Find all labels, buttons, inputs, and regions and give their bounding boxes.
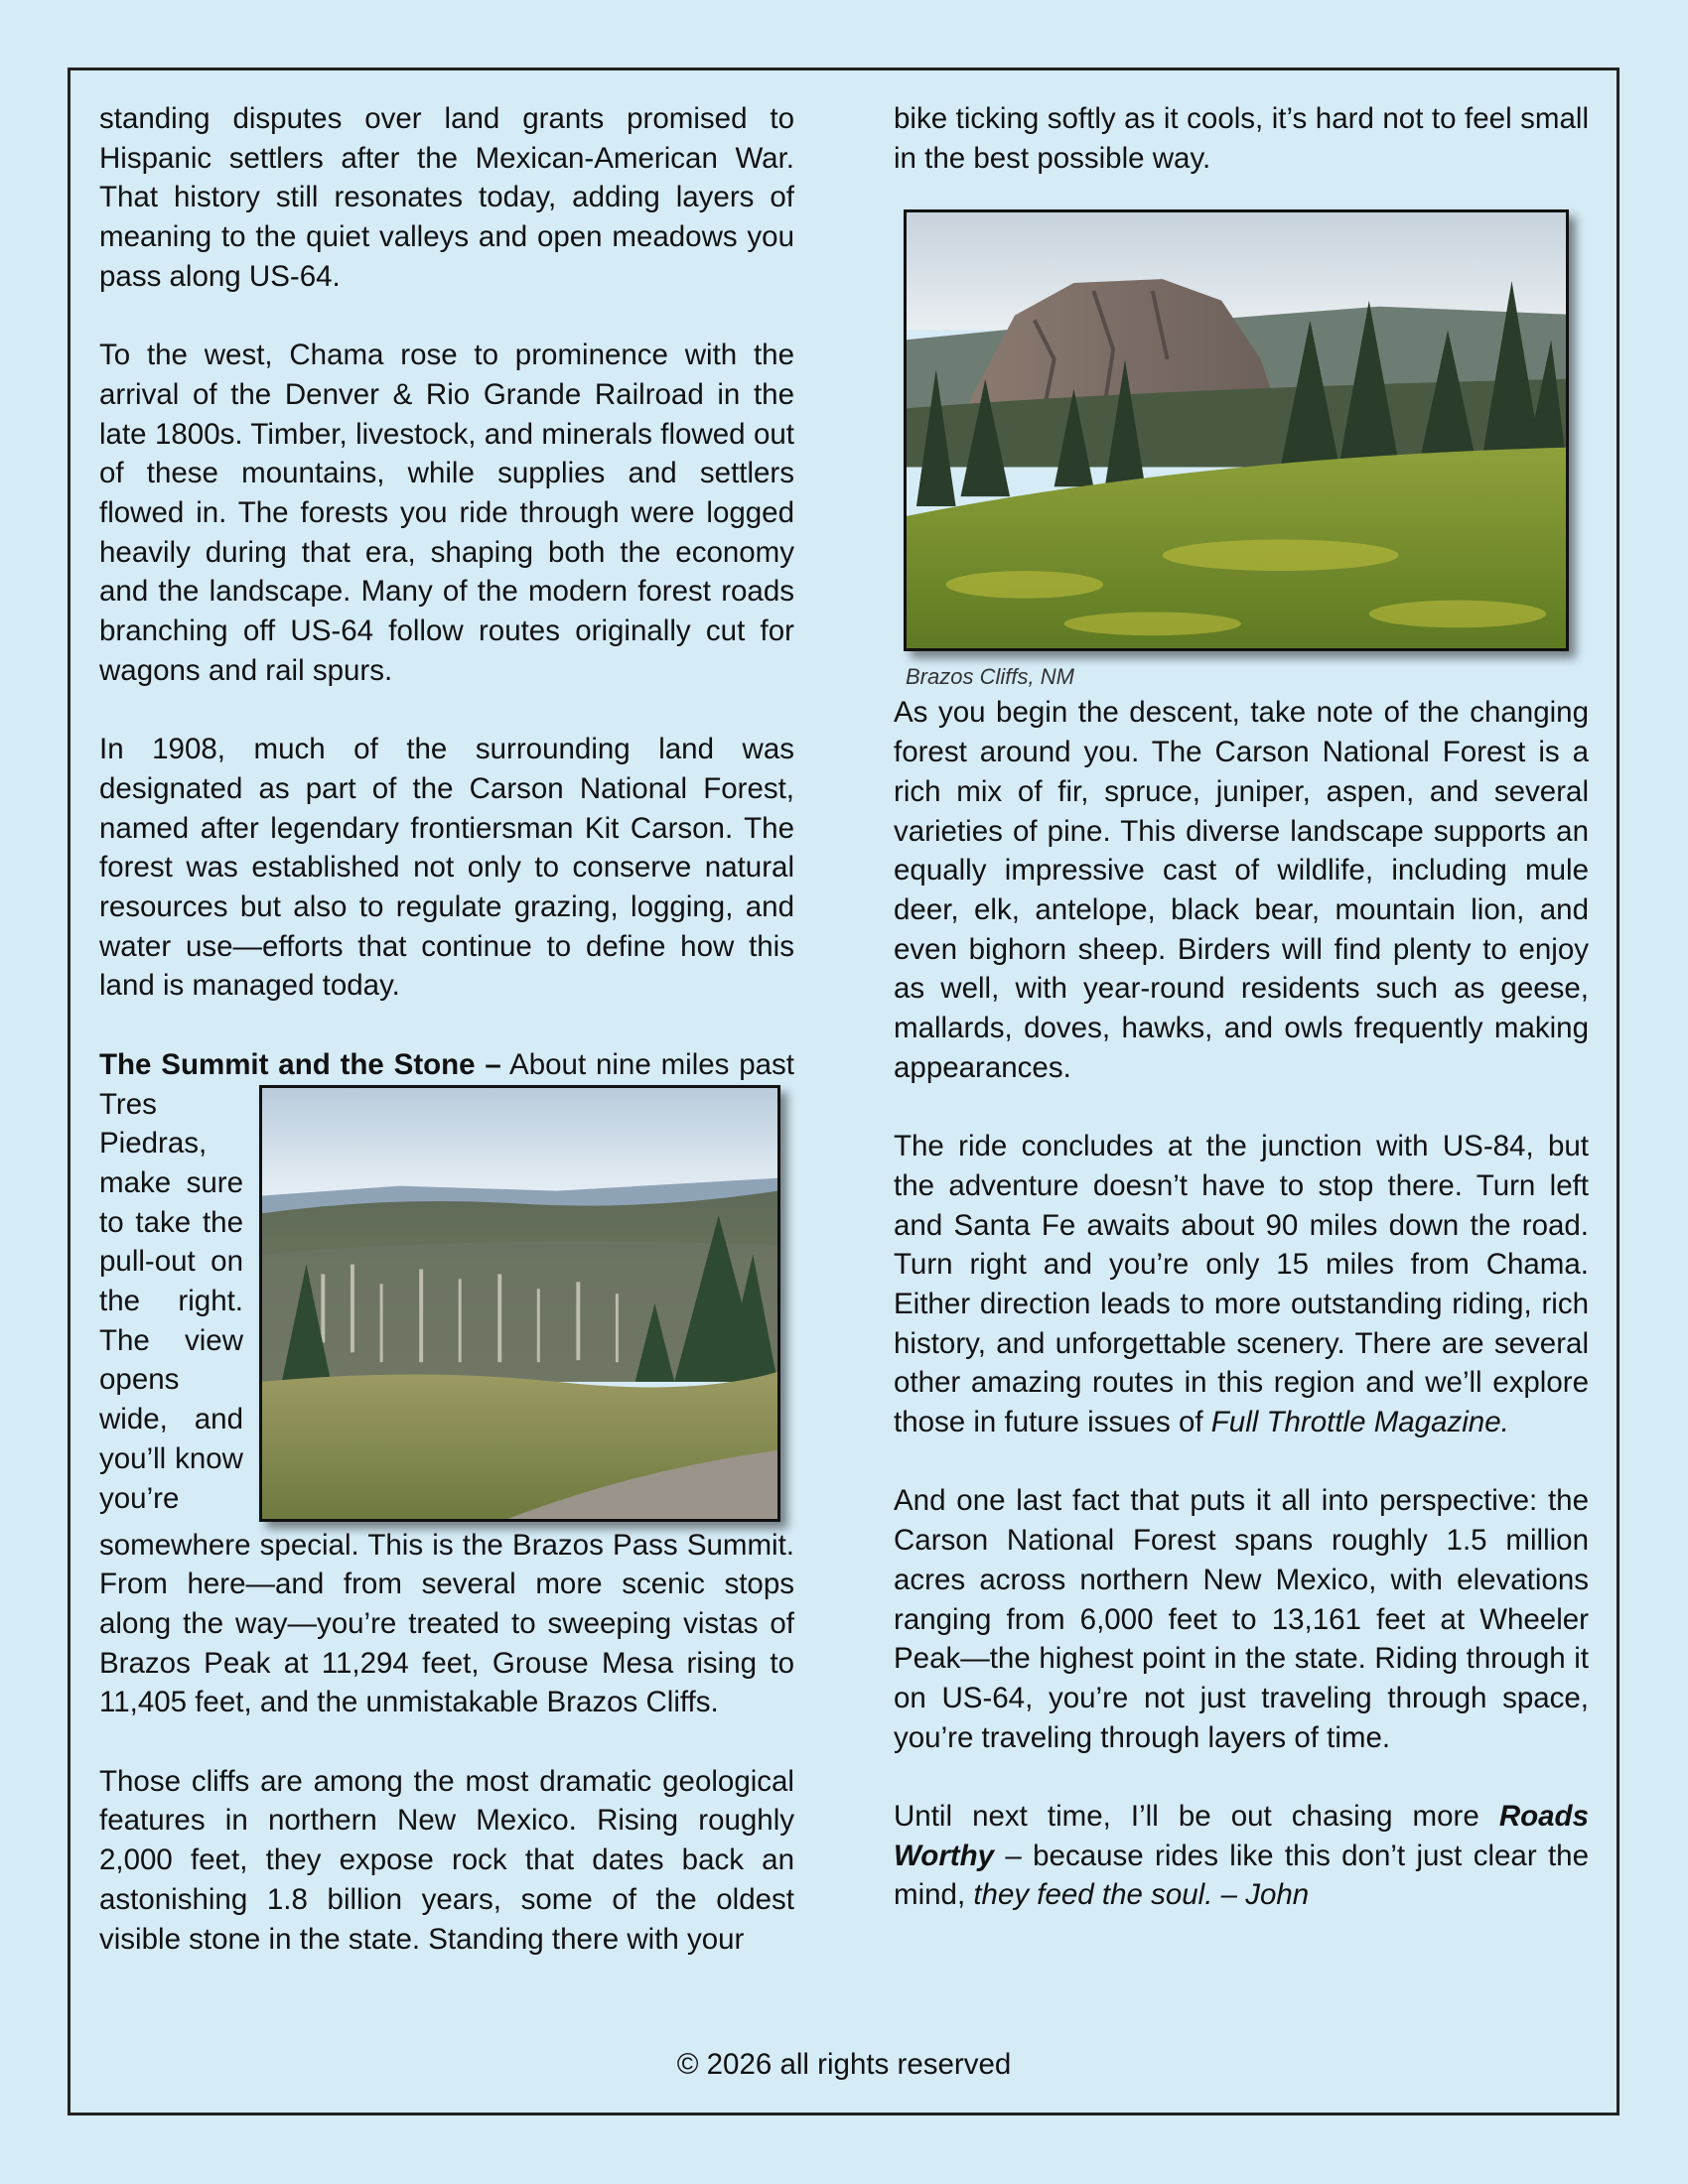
left-column	[99, 99, 794, 1959]
sign-off-closing: they feed the soul. – John	[973, 1878, 1310, 1912]
paragraph-bike-cools: bike ticking softly as it cools, it’s hard not to feel small in the best possible way.	[894, 102, 1589, 175]
right-column	[894, 99, 1589, 1915]
paragraph-chama-railroad: To the west, Chama rose to prominence with the arrival of the Denver & Rio Grande Railroad in the late 1800s. Timber, livestock, and minerals flowed out of these mountains, while supplies and settlers flowed in. The forests you ride through were logged heavily during that era, shaping both the economy and the landscape. Many of the modern forest roads branching off US-64 follow routes originally cut for wagons and rail spurs.	[99, 339, 794, 687]
paragraph-brazos-cliffs-geology: Those cliffs are among the most dramatic geological features in northern New Mexico. Rising roughly 2,000 feet, they expose rock that dates back an astonishing 1.8 billion years, some of the oldest visible stone in the state. Standing there with your	[99, 1764, 794, 1956]
magazine-title: Full Throttle Magazine.	[1210, 1406, 1509, 1439]
paragraph-carson-forest-1908: In 1908, much of the surrounding land was designated as part of the Carson National Forest, named after legendary frontiersman Kit Carson. The forest was established not only to conserve natural resources but also to regulate grazing, logging, and water use—efforts that continue to define how this land is managed today.	[99, 733, 794, 1003]
paragraph-forest-wildlife: As you begin the descent, take note of the changing forest around you. The Carson National Forest is a rich mix of fir, spruce, juniper, aspen, and several varieties of pine. This diverse landscape supports an equally impressive cast of wildlife, including mule deer, elk, antelope, black bear, mountain lion, and even bighorn sheep. Birders will find plenty to enjoy as well, with year-round residents such as geese, mallards, doves, hawks, and owls frequently making appearances.	[894, 696, 1589, 1084]
paragraph-ride-conclusion	[894, 1127, 1589, 1442]
brazos-cliffs-photo	[904, 209, 1569, 651]
paragraph-perspective: And one last fact that puts it all into perspective: the Carson National Forest spans roughly 1.5 million acres across northern New Mexico, with elevations ranging from 6,000 feet to 13,161 feet at Wheeler Peak—the highest point in the state. Riding through it on US-64, you’re not just traveling through space, you’re traveling through layers of time.	[894, 1484, 1589, 1754]
paragraph-summit-and-stone	[99, 1045, 794, 1722]
photo-caption: Brazos Cliffs, NM	[906, 664, 1074, 690]
paragraph-land-grants: standing disputes over land grants promised to Hispanic settlers after the Mexican-American War. That history still resonates today, adding layers of meaning to the quiet valleys and open meadows you pass along US-64.	[99, 102, 794, 293]
paragraph-sign-off	[894, 1797, 1589, 1915]
sign-off-intro: Until next time, I’ll be out chasing more	[894, 1800, 1499, 1834]
section-heading-summit: The Summit and the Stone –	[99, 1047, 501, 1081]
copyright-footer: © 2026 all rights reserved	[676, 2048, 1012, 2081]
ride-conclusion-text: The ride concludes at the junction with US-84, but the adventure doesn’t have to stop there. Turn left and Santa Fe awaits about 90 miles down the road. Turn right and you’re only 15 miles from Chama. Either direction leads to more outstanding riding, rich history, and unforgettable scenery. There are several other amazing routes in this region and we’ll explore those in future issues of	[894, 1130, 1589, 1439]
brazos-pass-summit-photo	[259, 1085, 780, 1522]
roads-worthy-brand: Roads Worthy	[894, 1800, 1589, 1872]
summit-paragraph-text: About nine miles past Tres Piedras, make sure to take the pull-out on the right. The view opens wide, and you’ll know you’re somewhere special. This is the Brazos Pass Summit. From here—and from several more scenic stops along the way—you’re treated to sweeping vistas of Brazos Peak at 11,294 feet, Grouse Mesa rising to 11,405 feet, and the unmistakable Brazos Cliffs.	[99, 1047, 795, 1719]
sign-off-middle: – because rides like this don’t just clear the mind,	[894, 1839, 1589, 1912]
